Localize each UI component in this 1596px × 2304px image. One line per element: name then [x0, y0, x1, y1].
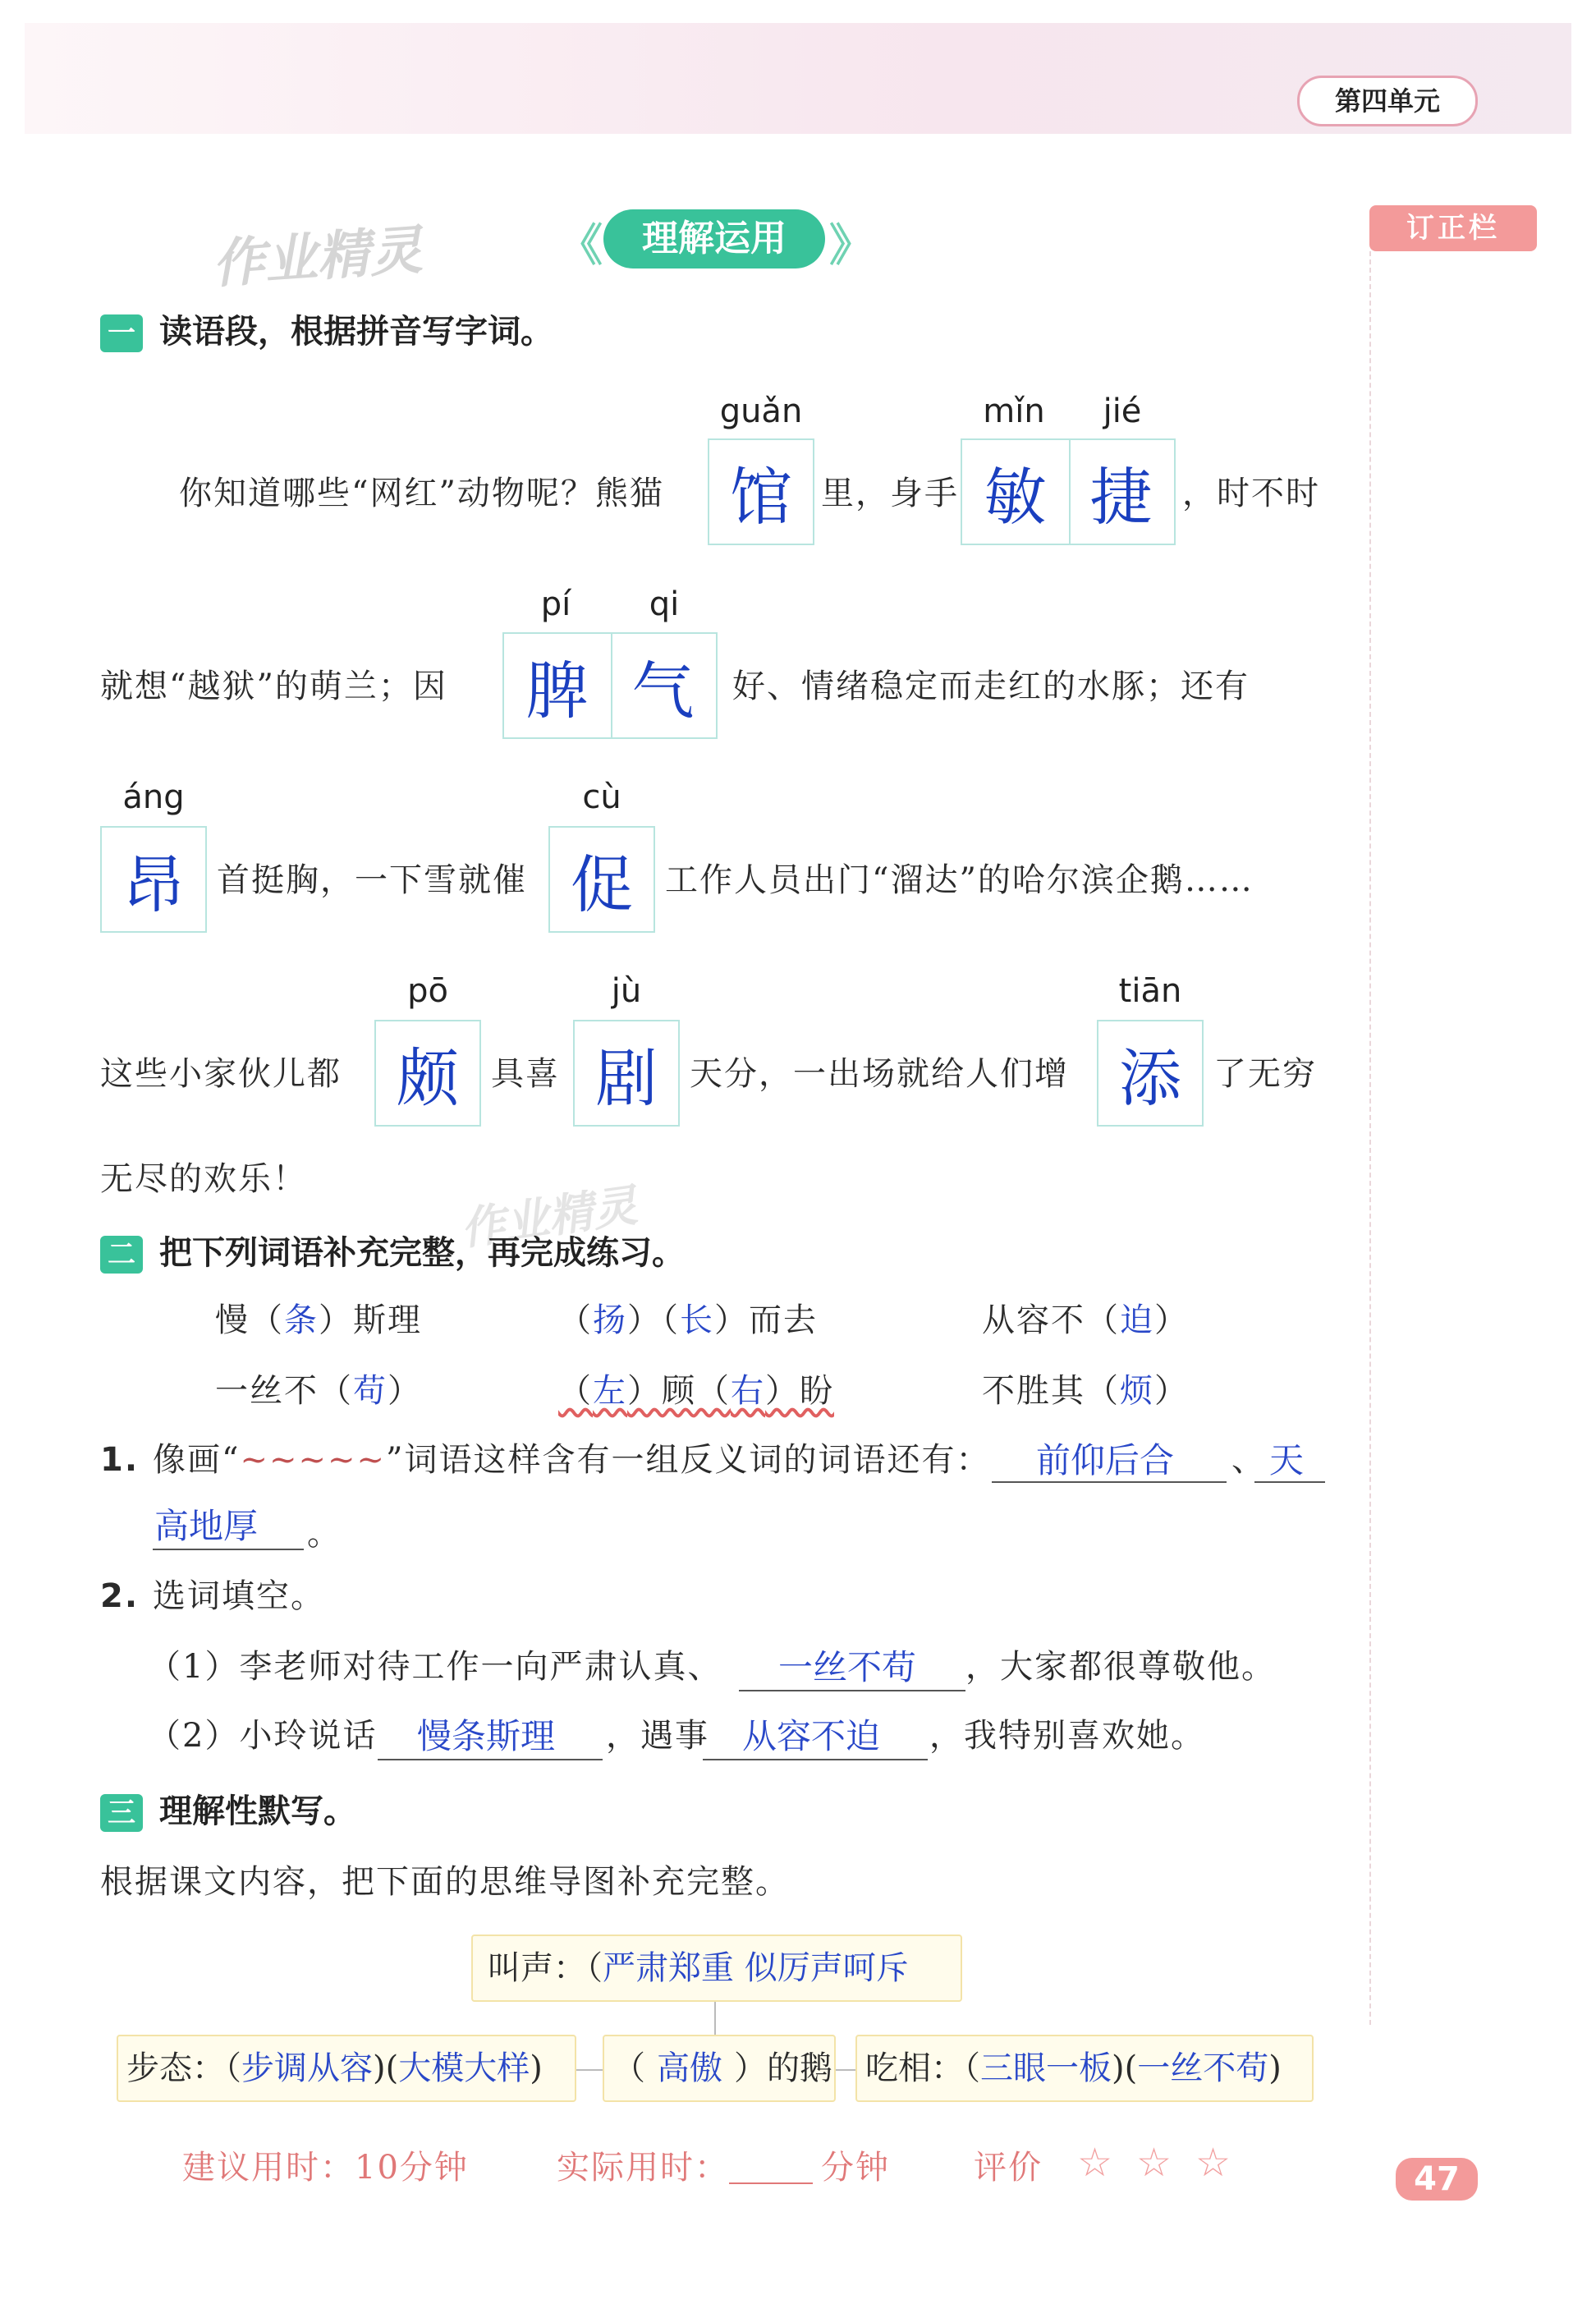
star-icon[interactable]: ☆	[1077, 2140, 1113, 2186]
idiom-item: （扬）（长）而去	[558, 1301, 818, 1339]
answer-line	[153, 1549, 304, 1550]
question-number: 1.	[100, 1441, 140, 1479]
star-icon[interactable]: ☆	[1136, 2140, 1172, 2186]
answer-box	[961, 438, 1176, 545]
answer-char: 馆	[730, 460, 792, 534]
pinyin: qi	[649, 585, 680, 623]
idiom-item-wavy: （左）顾（右）盼	[558, 1372, 834, 1410]
punctuation: 。	[307, 1515, 342, 1553]
answer-char: 敏	[984, 460, 1047, 534]
passage-text: 这些小家伙儿都	[100, 1055, 342, 1093]
question-text: 选词填空。	[153, 1577, 325, 1615]
pinyin: mǐn	[983, 392, 1045, 430]
section-number-badge: 二	[100, 1236, 143, 1274]
answer-text: 前仰后合	[1036, 1440, 1175, 1480]
suggested-time: 建议用时：10分钟	[182, 2149, 469, 2187]
answer-text: 一丝不苟	[778, 1647, 917, 1687]
answer-line	[703, 1759, 928, 1760]
answer-char: 气	[631, 654, 695, 727]
watermark-faint: 作业精灵	[457, 1179, 640, 1255]
mindmap-node-call: 叫声：（严肃郑重 似厉声呵斥	[471, 1935, 962, 2002]
watermark: 作业精灵	[210, 220, 424, 296]
mindmap-node-walk: 步态：（步调从容)(大模大样)	[117, 2035, 576, 2102]
idiom-item: 一丝不（苟）	[215, 1372, 422, 1410]
pinyin: jié	[1103, 392, 1142, 430]
passage-text: 天分，一出场就给人们增	[690, 1055, 1069, 1093]
question-number: 2.	[100, 1577, 140, 1615]
answer-line	[378, 1759, 603, 1760]
question-text: 像画“~~~~~”词语这样含有一组反义词的词语还有：	[153, 1441, 991, 1479]
instruction-text: 根据课文内容，把下面的思维导图补充完整。	[100, 1863, 790, 1901]
pinyin: guǎn	[719, 392, 803, 430]
mindmap-node-center: （ 高傲 ）的鹅	[603, 2035, 836, 2102]
passage-text: 工作人员出门“溜达”的哈尔滨企鹅……	[665, 861, 1254, 899]
answer-text: 高地厚	[154, 1506, 259, 1546]
section-banner: 理解运用	[603, 209, 825, 268]
actual-time-label: 实际用时：	[557, 2149, 729, 2187]
chevron-left-icon: 《	[558, 219, 603, 271]
section-number-badge: 一	[100, 314, 143, 352]
pinyin: cù	[582, 778, 621, 816]
passage-text: 无尽的欢乐！	[100, 1160, 307, 1198]
pinyin: jù	[611, 972, 642, 1010]
answer-text: 天	[1269, 1440, 1305, 1480]
evaluation-label: 评价	[974, 2149, 1043, 2187]
answer-box	[374, 1020, 481, 1127]
unit-badge: 第四单元	[1297, 76, 1478, 126]
section-2-heading	[100, 1227, 685, 1274]
answer-box	[100, 826, 207, 933]
answer-box	[548, 826, 655, 933]
section-3-heading	[100, 1785, 356, 1832]
sentence-text: ，我特别喜欢她。	[929, 1717, 1205, 1755]
answer-char: 促	[571, 847, 633, 921]
page-number: 47	[1396, 2158, 1478, 2201]
mindmap-node-eat: 吃相：（三眼一板)(一丝不苟)	[855, 2035, 1314, 2102]
answer-line	[1254, 1481, 1325, 1483]
answer-char: 脾	[525, 654, 589, 727]
answer-box	[502, 632, 718, 739]
star-icon[interactable]: ☆	[1195, 2140, 1231, 2186]
idiom-item: 从容不（迫）	[982, 1301, 1189, 1339]
passage-text: 你知道哪些“网红”动物呢？熊猫	[179, 475, 664, 512]
section-number-badge: 三	[100, 1794, 143, 1832]
sentence-text: ，大家都很尊敬他。	[965, 1648, 1276, 1686]
answer-box	[573, 1020, 680, 1127]
sentence-text: （1）李老师对待工作一向严肃认真、	[148, 1648, 722, 1686]
chevron-right-icon: 》	[829, 219, 874, 271]
idiom-item: 慢（条）斯理	[215, 1301, 422, 1339]
answer-line	[992, 1481, 1227, 1483]
answer-char: 添	[1119, 1041, 1181, 1115]
answer-char: 颇	[397, 1041, 459, 1115]
sentence-text: ，遇事	[606, 1717, 709, 1755]
answer-char: 剧	[595, 1041, 658, 1115]
answer-text: 从容不迫	[742, 1716, 881, 1756]
actual-time-unit: 分钟	[821, 2149, 890, 2187]
passage-text: 好、情绪稳定而走红的水豚；还有	[732, 668, 1250, 705]
pinyin: tiān	[1118, 972, 1182, 1010]
answer-char: 昂	[122, 847, 185, 921]
separator: 、	[1231, 1441, 1266, 1479]
answer-box	[708, 438, 814, 545]
section-1-heading	[100, 305, 553, 352]
answer-char: 捷	[1089, 460, 1153, 534]
idiom-item: 不胜其（烦）	[982, 1372, 1189, 1410]
passage-text: 了无穷	[1213, 1055, 1317, 1093]
passage-text: 就想“越狱”的萌兰；因	[100, 668, 447, 705]
correction-column-label: 订正栏	[1369, 205, 1537, 251]
pinyin: pō	[407, 972, 448, 1010]
correction-divider	[1369, 251, 1371, 2025]
section-title: 把下列词语补充完整，再完成练习。	[159, 1234, 685, 1272]
sentence-text: （2）小玲说话	[148, 1717, 378, 1755]
answer-text: 慢条斯理	[417, 1716, 556, 1756]
pinyin: pí	[540, 585, 571, 623]
section-title: 读语段，根据拼音写字词。	[159, 313, 553, 351]
passage-text: 里，身手	[821, 475, 959, 512]
pinyin: áng	[122, 778, 185, 816]
passage-text: 具喜	[491, 1055, 560, 1093]
answer-line	[739, 1690, 965, 1691]
actual-time-line	[729, 2182, 813, 2184]
section-title: 理解性默写。	[159, 1792, 356, 1830]
passage-text: ，时不时	[1182, 475, 1320, 512]
answer-box	[1097, 1020, 1204, 1127]
passage-text: 首挺胸，一下雪就催	[217, 861, 527, 899]
